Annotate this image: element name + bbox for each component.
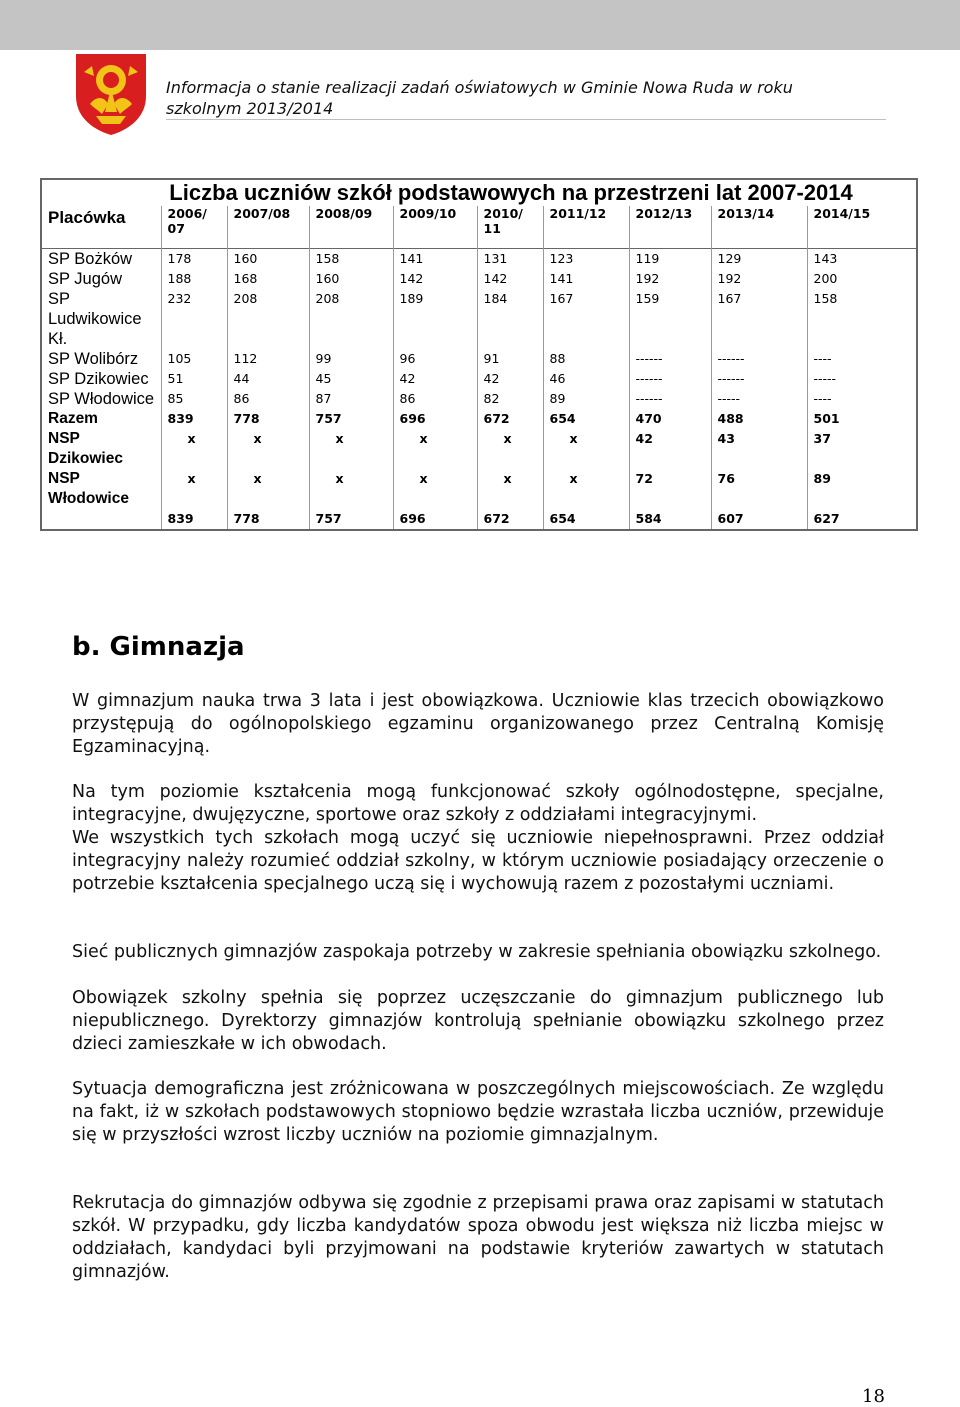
table-header-row: [41, 206, 917, 249]
table-cell: 96: [393, 349, 477, 369]
table-cell: 119: [629, 249, 711, 270]
column-header-year: 2007/08: [227, 206, 309, 249]
table-cell: 607: [711, 509, 807, 530]
column-header-year: 2014/15: [807, 206, 917, 249]
table-cell: 192: [711, 269, 807, 289]
row-label: SP Włodowice: [41, 389, 161, 409]
row-label: SP Dzikowiec: [41, 369, 161, 389]
table-cell: 778: [227, 409, 309, 429]
document-header-title: Informacja o stanie realizacji zadań oświatowych w Gminie Nowa Ruda w roku szkolnym 2013/2014: [166, 78, 793, 118]
section-title: b. Gimnazja: [72, 632, 245, 662]
table-cell: ----: [807, 349, 917, 369]
table-cell: 839: [161, 509, 227, 530]
table-row: [41, 509, 917, 530]
table-cell: 42: [477, 369, 543, 389]
table-cell: 99: [309, 349, 393, 369]
table-cell: x: [227, 469, 309, 509]
table-cell: -----: [807, 369, 917, 389]
table-cell: 105: [161, 349, 227, 369]
table-cell: 82: [477, 389, 543, 409]
paragraph: Sytuacja demograficzna jest zróżnicowana w poszczególnych miejscowościach. Ze względu na fakt, iż w szkołach podstawowych stopniowo będzie wzrastała liczba uczniów, przewiduje się w przyszłości wzrost liczby uczniów na poziomie gimnazjalnym.: [72, 1079, 884, 1145]
table-cell: 470: [629, 409, 711, 429]
table-cell: 654: [543, 509, 629, 530]
table-cell: ----: [807, 389, 917, 409]
table-cell: 123: [543, 249, 629, 270]
table-row: [41, 349, 917, 369]
table-cell: 672: [477, 509, 543, 530]
column-header-year: 2013/14: [711, 206, 807, 249]
paragraph: We wszystkich tych szkołach mogą uczyć się uczniowie niepełnosprawni. Przez oddział integracyjny należy rozumieć oddział szkolny, w którym uczniowie posiadający orzeczenie o potrzebie kształcenia specjalnego uczą się i wychowują razem z pozostałymi uczniami.: [72, 828, 884, 894]
column-header-place: Placówka: [41, 206, 161, 249]
table-cell: 42: [393, 369, 477, 389]
table-cell: x: [393, 469, 477, 509]
column-header-year: 2010/ 11: [477, 206, 543, 249]
table-cell: 160: [309, 269, 393, 289]
table-cell: 160: [227, 249, 309, 270]
table-cell: x: [543, 469, 629, 509]
column-header-year: 2008/09: [309, 206, 393, 249]
table-cell: 142: [477, 269, 543, 289]
table-cell: 584: [629, 509, 711, 530]
table-cell: 85: [161, 389, 227, 409]
table-cell: 188: [161, 269, 227, 289]
table-cell: 232: [161, 289, 227, 349]
table-cell: 91: [477, 349, 543, 369]
table-cell: 672: [477, 409, 543, 429]
table-row: [41, 409, 917, 429]
table-cell: x: [477, 469, 543, 509]
table-cell: 192: [629, 269, 711, 289]
table-cell: 89: [543, 389, 629, 409]
table-cell: 158: [309, 249, 393, 270]
row-label: [41, 509, 161, 530]
coat-of-arms-icon: [72, 52, 150, 136]
table-caption: Liczba uczniów szkół podstawowych na przestrzeni lat 2007-2014: [41, 179, 917, 206]
table-cell: 200: [807, 269, 917, 289]
table-cell: 142: [393, 269, 477, 289]
table-cell: 72: [629, 469, 711, 509]
paragraph: Obowiązek szkolny spełnia się poprzez uczęszczanie do gimnazjum publicznego lub niepublicznego. Dyrektorzy gimnazjów kontrolują spełnianie obowiązku szkolnego przez dzieci zamieszkałe w ich obwodach.: [72, 988, 884, 1054]
row-label: NSP Dzikowiec: [41, 429, 161, 469]
table-cell: ------: [711, 349, 807, 369]
column-header-year: 2006/ 07: [161, 206, 227, 249]
table-row: [41, 429, 917, 469]
table-cell: x: [309, 429, 393, 469]
table-cell: 86: [227, 389, 309, 409]
table-cell: 46: [543, 369, 629, 389]
table-cell: 184: [477, 289, 543, 349]
table-row: [41, 369, 917, 389]
table-cell: x: [227, 429, 309, 469]
table-cell: 167: [711, 289, 807, 349]
table-cell: 76: [711, 469, 807, 509]
table-cell: 44: [227, 369, 309, 389]
table-cell: 86: [393, 389, 477, 409]
table-row: [41, 249, 917, 270]
column-header-year: 2009/10: [393, 206, 477, 249]
table-cell: 87: [309, 389, 393, 409]
table-cell: 141: [393, 249, 477, 270]
table-cell: ------: [629, 349, 711, 369]
table-cell: 627: [807, 509, 917, 530]
page-number: 18: [862, 1386, 885, 1407]
table-cell: 189: [393, 289, 477, 349]
table-cell: 37: [807, 429, 917, 469]
table-cell: 757: [309, 509, 393, 530]
table-cell: 89: [807, 469, 917, 509]
top-bar: [0, 0, 960, 50]
table-cell: ------: [629, 389, 711, 409]
table-row: [41, 269, 917, 289]
table-cell: 158: [807, 289, 917, 349]
table-cell: 168: [227, 269, 309, 289]
table-cell: 488: [711, 409, 807, 429]
paragraph: Na tym poziomie kształcenia mogą funkcjonować szkoły ogólnodostępne, specjalne, integracyjne, dwujęzyczne, sportowe oraz szkoły z oddziałami integracyjnymi.: [72, 782, 884, 825]
paragraph: Sieć publicznych gimnazjów zaspokaja potrzeby w zakresie spełniania obowiązku szkolnego.: [72, 942, 882, 962]
table-cell: 839: [161, 409, 227, 429]
table-row: [41, 469, 917, 509]
paragraph: Rekrutacja do gimnazjów odbywa się zgodnie z przepisami prawa oraz zapisami w statutach szkół. W przypadku, gdy liczba kandydatów spoza obwodu jest większa niż liczba miejsc w oddziałach, kandydaci byli przyjmowani na podstawie kryteriów zawartych w statutach gimnazjów.: [72, 1193, 884, 1282]
table-cell: 129: [711, 249, 807, 270]
table-cell: 45: [309, 369, 393, 389]
table-row: [41, 289, 917, 349]
row-label: SP Wolibórz: [41, 349, 161, 369]
table-cell: 88: [543, 349, 629, 369]
table-body: [41, 249, 917, 531]
table-cell: -----: [711, 389, 807, 409]
table-cell: 208: [309, 289, 393, 349]
header-divider: [166, 119, 886, 120]
table-cell: 143: [807, 249, 917, 270]
table-cell: 778: [227, 509, 309, 530]
table-cell: 43: [711, 429, 807, 469]
table-cell: x: [477, 429, 543, 469]
row-label: Razem: [41, 409, 161, 429]
table-row: [41, 389, 917, 409]
table-cell: 654: [543, 409, 629, 429]
table-cell: 112: [227, 349, 309, 369]
table-cell: 42: [629, 429, 711, 469]
table-cell: 696: [393, 509, 477, 530]
table-cell: 208: [227, 289, 309, 349]
row-label: SP Jugów: [41, 269, 161, 289]
row-label: NSP Włodowice: [41, 469, 161, 509]
table-cell: 167: [543, 289, 629, 349]
table-cell: 501: [807, 409, 917, 429]
table-cell: x: [393, 429, 477, 469]
table-cell: x: [543, 429, 629, 469]
table-cell: x: [161, 469, 227, 509]
table-cell: ------: [711, 369, 807, 389]
row-label: SP Bożków: [41, 249, 161, 270]
column-header-year: 2012/13: [629, 206, 711, 249]
table-cell: 696: [393, 409, 477, 429]
students-table: [40, 178, 916, 531]
table-cell: 178: [161, 249, 227, 270]
table-cell: 757: [309, 409, 393, 429]
table-cell: 51: [161, 369, 227, 389]
table-cell: x: [309, 469, 393, 509]
paragraph: W gimnazjum nauka trwa 3 lata i jest obowiązkowa. Uczniowie klas trzecich obowiązkowo przystępują do ogólnopolskiego egzaminu organizowanego przez Centralną Komisję Egzaminacyjną.: [72, 691, 884, 757]
row-label: SP Ludwikowice Kł.: [41, 289, 161, 349]
table-cell: ------: [629, 369, 711, 389]
table-cell: 141: [543, 269, 629, 289]
table-cell: x: [161, 429, 227, 469]
column-header-year: 2011/12: [543, 206, 629, 249]
table-cell: 159: [629, 289, 711, 349]
table-cell: 131: [477, 249, 543, 270]
